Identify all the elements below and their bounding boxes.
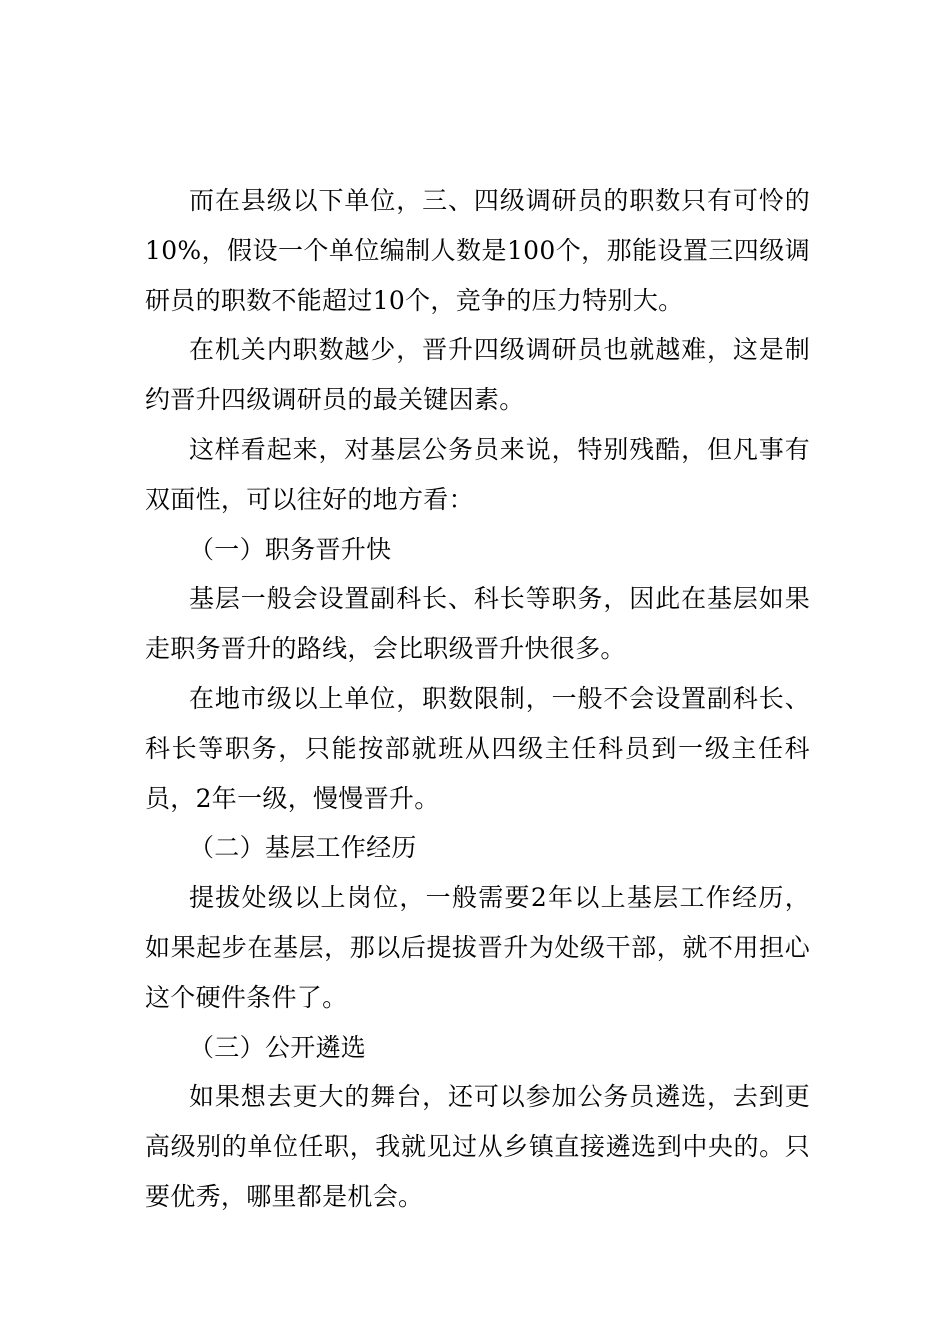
section-heading-2: （二）基层工作经历 (189, 833, 417, 863)
paragraph-2: 在机关内职数越少，晋升四级调研员也就越难，这是制约晋升四级调研员的最关键因素。 (145, 335, 810, 415)
paragraph-7: 如果想去更大的舞台，还可以参加公务员遴选，去到更高级别的单位任职，我就见过从乡镇直接遴选到中央的。只要优秀，哪里都是机会。 (145, 1082, 810, 1211)
paragraph-6: 提拔处级以上岗位，一般需要2年以上基层工作经历，如果起步在基层，那以后提拔晋升为处级干部，就不用担心这个硬件条件了。 (145, 883, 810, 1012)
section-heading-1: （一）职务晋升快 (189, 534, 392, 564)
paragraph-5: 在地市级以上单位，职数限制，一般不会设置副科长、科长等职务，只能按部就班从四级主任科员到一级主任科员，2年一级，慢慢晋升。 (145, 683, 810, 813)
paragraph-3: 这样看起来，对基层公务员来说，特别残酷，但凡事有双面性，可以往好的地方看： (145, 434, 810, 514)
section-heading-3: （三）公开遴选 (189, 1032, 367, 1062)
paragraph-4: 基层一般会设置副科长、科长等职务，因此在基层如果走职务晋升的路线，会比职级晋升快很多。 (145, 584, 810, 664)
document-body (145, 176, 810, 1222)
paragraph-1: 而在县级以下单位，三、四级调研员的职数只有可怜的10%，假设一个单位编制人数是100个，那能设置三四级调研员的职数不能超过10个，竞争的压力特别大。 (145, 186, 810, 315)
